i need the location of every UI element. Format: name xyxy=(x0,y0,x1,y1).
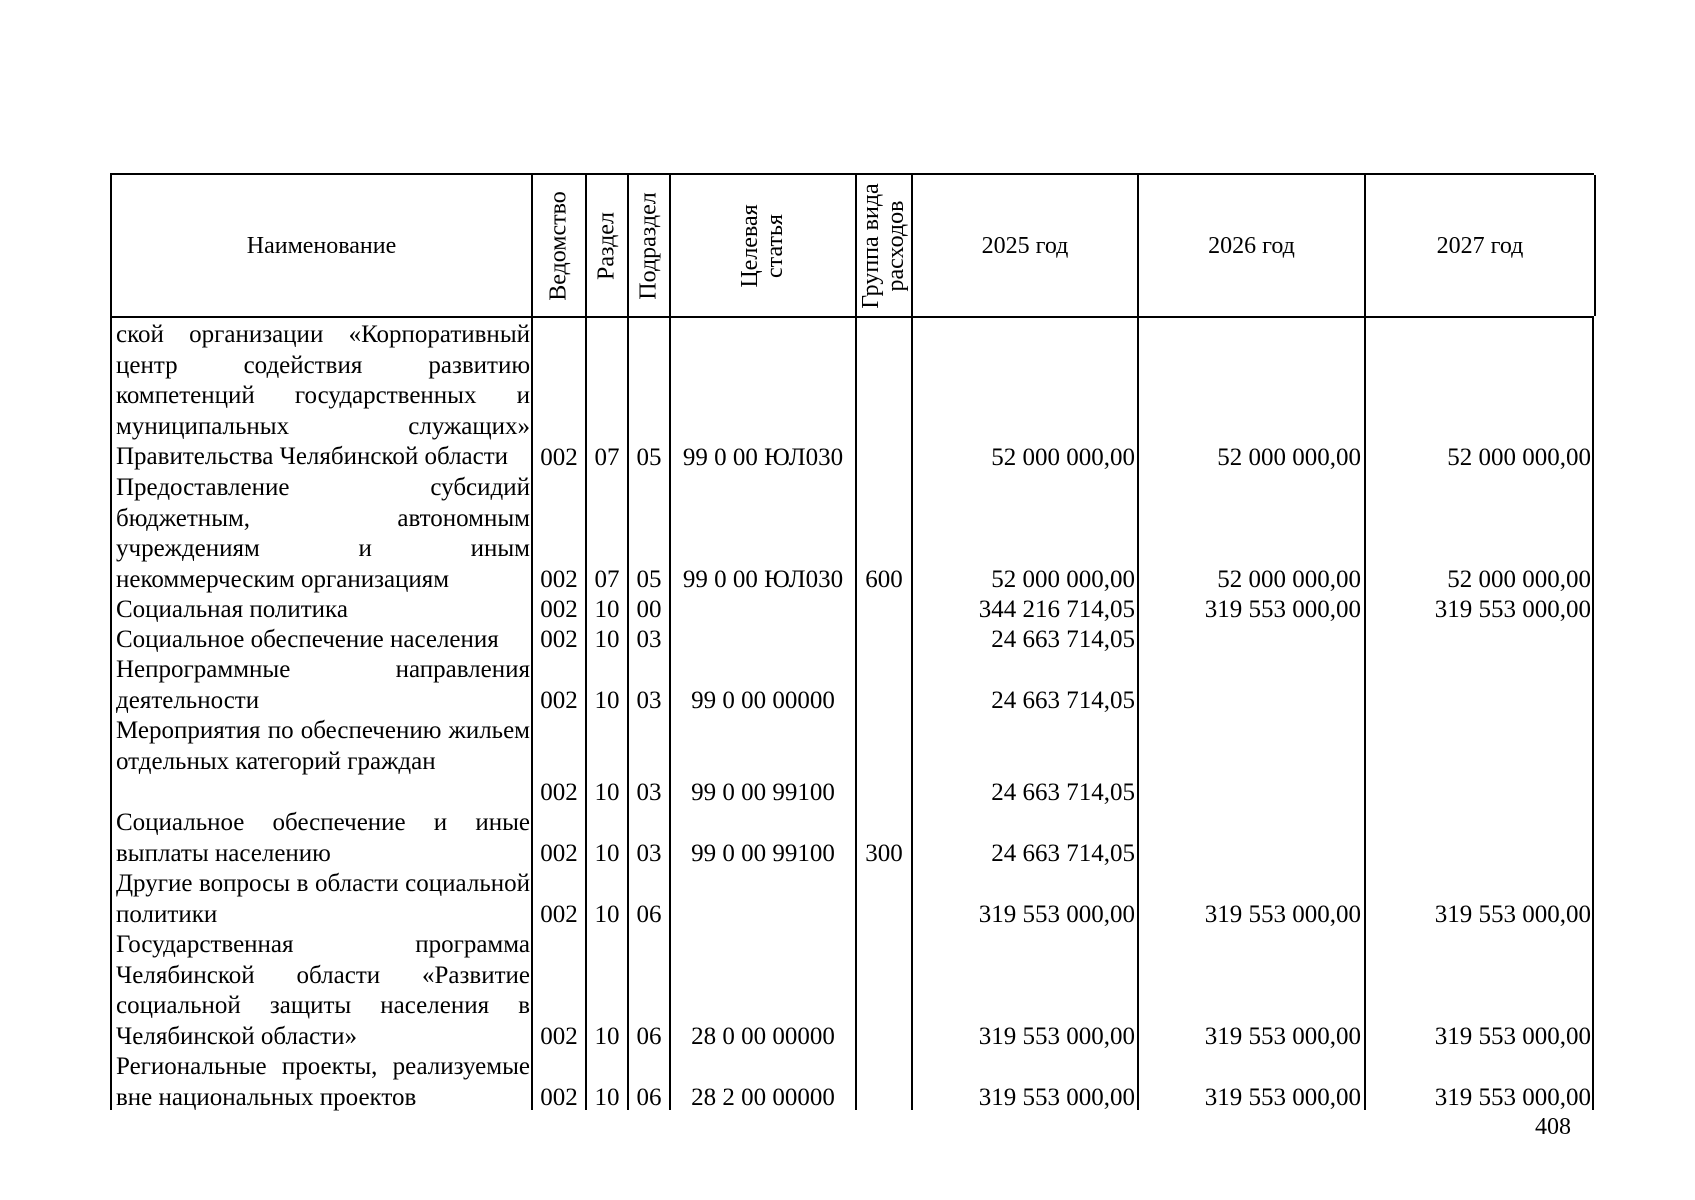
header-gruppa-cell xyxy=(857,175,913,316)
row-name: Региональные проекты, реализуемые вне национальных проектов xyxy=(116,1053,530,1111)
row-vedomstvo: 002 xyxy=(540,566,578,593)
row-vedomstvo: 002 xyxy=(540,901,578,928)
row-celevaya xyxy=(671,900,855,930)
row-2025: 319 553 000,00 xyxy=(978,1023,1135,1050)
table-row xyxy=(112,595,1596,625)
row-2027 xyxy=(1366,778,1591,808)
row-razdel: 10 xyxy=(594,1084,620,1111)
row-2025: 319 553 000,00 xyxy=(978,901,1135,928)
row-gruppa xyxy=(857,686,911,716)
row-gruppa: 300 xyxy=(865,840,903,867)
row-vedomstvo: 002 xyxy=(540,840,578,867)
row-vedomstvo: 002 xyxy=(540,1084,578,1111)
row-2027: 319 553 000,00 xyxy=(1434,901,1591,928)
row-podrazdel: 06 xyxy=(636,901,662,928)
row-vedomstvo: 002 xyxy=(540,626,578,653)
page-number: 408 xyxy=(1535,1114,1571,1140)
row-2026: 52 000 000,00 xyxy=(1217,566,1361,593)
table-row xyxy=(112,808,1596,869)
row-razdel: 07 xyxy=(594,444,620,471)
row-2026 xyxy=(1139,839,1361,869)
row-celevaya xyxy=(671,625,855,655)
row-2027 xyxy=(1366,625,1591,655)
row-celevaya: 99 0 00 99100 xyxy=(691,779,835,806)
row-gruppa xyxy=(857,1083,911,1113)
row-razdel: 10 xyxy=(594,687,620,714)
row-podrazdel: 03 xyxy=(636,626,662,653)
header-vedomstvo-cell xyxy=(533,175,587,316)
row-celevaya: 99 0 00 99100 xyxy=(691,840,835,867)
row-2027: 52 000 000,00 xyxy=(1447,566,1591,593)
row-razdel: 10 xyxy=(594,779,620,806)
header-2025-cell xyxy=(913,175,1139,316)
row-vedomstvo: 002 xyxy=(540,779,578,806)
row-razdel: 07 xyxy=(594,566,620,593)
table-body xyxy=(110,318,1594,1110)
row-2026 xyxy=(1139,686,1361,716)
row-gruppa xyxy=(857,625,911,655)
header-razdel: Раздел xyxy=(593,211,620,280)
row-2027 xyxy=(1366,686,1591,716)
row-gruppa xyxy=(857,595,911,625)
row-razdel: 10 xyxy=(594,1023,620,1050)
table-row xyxy=(112,930,1596,1052)
row-name: Социальная политика xyxy=(116,596,348,623)
header-name: Наименование xyxy=(246,232,397,259)
table-row xyxy=(112,625,1596,655)
row-celevaya xyxy=(671,595,855,625)
row-name: Государственная программа Челябинской области «Развитие социальной защиты населения в Челябинской области» xyxy=(116,931,530,1050)
row-podrazdel: 03 xyxy=(636,840,662,867)
header-celevaya-line1: Целевая xyxy=(737,203,763,288)
header-gruppa-line2: расходов xyxy=(883,200,909,291)
table-row xyxy=(112,1052,1596,1113)
header-2027: 2027 год xyxy=(1436,232,1524,259)
row-gruppa xyxy=(857,1022,911,1052)
table-row xyxy=(112,869,1596,930)
header-2027-cell xyxy=(1366,175,1596,316)
table-row xyxy=(112,320,1596,473)
row-podrazdel: 06 xyxy=(636,1023,662,1050)
row-2026: 319 553 000,00 xyxy=(1204,1023,1361,1050)
row-name: Непрограммные направления деятельности xyxy=(116,656,530,714)
row-podrazdel: 03 xyxy=(636,687,662,714)
row-2027: 319 553 000,00 xyxy=(1434,1023,1591,1050)
header-razdel-cell xyxy=(587,175,629,316)
table-row xyxy=(112,716,1596,808)
row-vedomstvo: 002 xyxy=(540,687,578,714)
row-name: Социальное обеспечение населения xyxy=(116,626,499,653)
row-2027 xyxy=(1366,839,1591,869)
row-2026: 319 553 000,00 xyxy=(1204,596,1361,623)
header-vedomstvo: Ведомство xyxy=(545,190,572,301)
row-2025: 52 000 000,00 xyxy=(991,444,1135,471)
row-gruppa: 600 xyxy=(865,566,903,593)
row-gruppa xyxy=(857,443,911,473)
row-vedomstvo: 002 xyxy=(540,1023,578,1050)
row-gruppa xyxy=(857,778,911,808)
header-gruppa xyxy=(859,183,909,308)
row-gruppa xyxy=(857,900,911,930)
row-razdel: 10 xyxy=(594,901,620,928)
row-2025: 319 553 000,00 xyxy=(978,1084,1135,1111)
row-name: Мероприятия по обеспечению жильем отдельных категорий граждан xyxy=(116,717,530,775)
header-podrazdel: Подраздел xyxy=(635,191,662,300)
row-celevaya: 99 0 00 ЮЛ030 xyxy=(682,566,844,593)
row-2026: 52 000 000,00 xyxy=(1217,444,1361,471)
table-header xyxy=(110,173,1594,318)
row-celevaya: 99 0 00 ЮЛ030 xyxy=(682,444,844,471)
row-2026: 319 553 000,00 xyxy=(1204,901,1361,928)
row-2026 xyxy=(1139,778,1361,808)
header-celevaya-cell xyxy=(671,175,857,316)
row-2027: 52 000 000,00 xyxy=(1447,444,1591,471)
row-podrazdel: 03 xyxy=(636,779,662,806)
row-2026 xyxy=(1139,625,1361,655)
row-name: ской организации «Корпоративный центр содействия развитию компетенций государственных и муниципальных служащих» Правительства Челябинской области xyxy=(116,321,530,470)
header-podrazdel-cell xyxy=(629,175,671,316)
row-celevaya: 99 0 00 00000 xyxy=(691,687,835,714)
row-celevaya: 28 0 00 00000 xyxy=(691,1023,835,1050)
row-name: Социальное обеспечение и иные выплаты населению xyxy=(116,809,530,867)
row-2025: 52 000 000,00 xyxy=(991,566,1135,593)
row-2026: 319 553 000,00 xyxy=(1204,1084,1361,1111)
row-2025: 24 663 714,05 xyxy=(991,626,1135,653)
row-2025: 344 216 714,05 xyxy=(978,596,1135,623)
row-2027: 319 553 000,00 xyxy=(1434,596,1591,623)
row-celevaya: 28 2 00 00000 xyxy=(691,1084,835,1111)
row-name: Другие вопросы в области социальной политики xyxy=(116,870,530,928)
header-2025: 2025 год xyxy=(981,232,1069,259)
header-2026: 2026 год xyxy=(1208,232,1295,259)
row-2025: 24 663 714,05 xyxy=(991,840,1135,867)
row-2025: 24 663 714,05 xyxy=(991,687,1135,714)
row-podrazdel: 00 xyxy=(636,596,662,623)
row-2027: 319 553 000,00 xyxy=(1434,1084,1591,1111)
header-celevaya-line2: статья xyxy=(762,213,788,278)
header-celevaya xyxy=(738,204,788,287)
row-podrazdel: 05 xyxy=(636,444,662,471)
row-podrazdel: 05 xyxy=(636,566,662,593)
table-row xyxy=(112,473,1596,595)
row-name: Предоставление субсидий бюджетным, автономным учреждениям и иным некоммерческим организациям xyxy=(116,474,530,593)
row-razdel: 10 xyxy=(594,626,620,653)
row-razdel: 10 xyxy=(594,840,620,867)
table-row xyxy=(112,655,1596,716)
header-gruppa-line1: Группа вида xyxy=(858,182,884,309)
row-razdel: 10 xyxy=(594,596,620,623)
row-vedomstvo: 002 xyxy=(540,596,578,623)
header-name-cell xyxy=(112,175,533,316)
row-2025: 24 663 714,05 xyxy=(991,779,1135,806)
row-vedomstvo: 002 xyxy=(540,444,578,471)
row-podrazdel: 06 xyxy=(636,1084,662,1111)
header-2026-cell xyxy=(1139,175,1366,316)
